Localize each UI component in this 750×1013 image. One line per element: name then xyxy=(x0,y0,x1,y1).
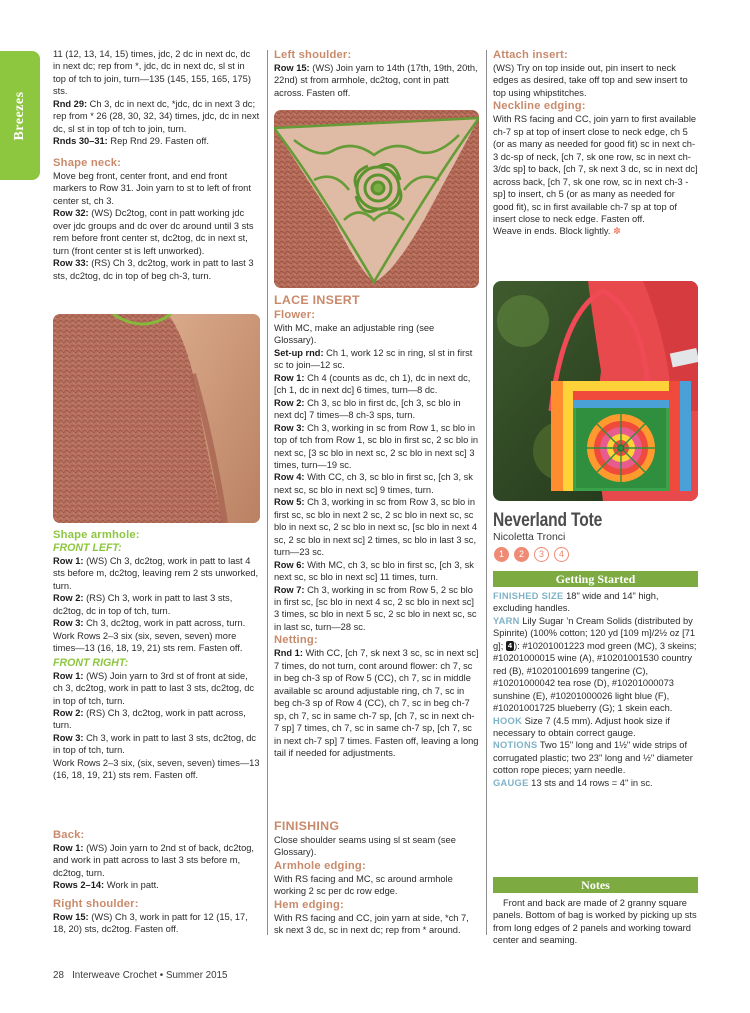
instruction-lead: Row 15: xyxy=(53,912,89,922)
footer-bullet: • xyxy=(159,970,164,981)
shape-armhole-section xyxy=(53,528,260,782)
instruction-paragraph xyxy=(53,879,260,891)
back-section xyxy=(53,828,260,892)
instruction-lead: Row 6: xyxy=(274,559,305,570)
designer-name: Nicoletta Tronci xyxy=(493,531,566,543)
instruction-text: Ch 1, work 12 sc in ring, sl st in first sc to join—12 sc. xyxy=(274,347,473,371)
netting-heading: Netting: xyxy=(274,634,318,647)
instruction-paragraph xyxy=(274,647,479,759)
neckline-edging-text: With RS facing and CC, join yarn to first available ch-7 sp at top of insert close to neck edge, ch 5 (or as many as needed for good fit) sc in next ch-3 dc-sp of neck, [ch 7, sk one row, sc in next ch-3/dc sp] to back, [ch 7, sk next 3 dc, sc in next dc] across back, [ch 7, sk one row, sc in next ch-3 -sp] to insert, ch 5 (or as many as needed for good fit), sc in first available ch-7 sp at top of insert close to neck edge. Fasten off. xyxy=(493,114,698,224)
instruction-text: 11 (12, 13, 14, 15) times, jdc, 2 dc in next dc, dc in next dc; rep from *, jdc, dc in next dc, sl st in top of tch to join, turn—135 (145, 155, 165, 175) sts. xyxy=(53,49,251,97)
spec-text: 18" wide and 14" high, excluding handles. xyxy=(493,591,659,614)
instruction-text: Ch 3, working in sc from Row 1, sc blo in top of tch from Row 1, sc blo in first sc, 2 sc blo in next sc, [3 sc blo in next sc, 2 sc blo in next sc] 3 times, turn—19 sc. xyxy=(274,422,479,470)
instruction-paragraph xyxy=(53,135,260,147)
instruction-text: Ch 3, dc2tog, work in patt across, turn. xyxy=(83,618,246,629)
instruction-text: (RS) Ch 3, dc2tog, work in patt to last 3 sts, dc2tog, dc in top of beg ch-3, turn. xyxy=(53,258,254,281)
instruction-lead: Row 1: xyxy=(53,843,84,853)
tote-bag-image xyxy=(493,281,698,501)
instruction-paragraph xyxy=(53,842,260,879)
instruction-lead: Row 4: xyxy=(274,472,305,483)
instruction-text: With CC, ch 3, sc blo in first sc, [ch 3, sk next sc, sc blo in next sc] 9 times, turn. xyxy=(274,472,473,495)
instruction-paragraph xyxy=(53,48,260,98)
para-list xyxy=(274,62,479,99)
instruction-text: Ch 3, working in sc from Row 3, sc blo in first sc, sc blo in next 2 sc, 2 sc blo in next sc, sc blo in next sc, 2 sc blo in next sc, [sc blo in next 4 sc, 2 sc blo in next sc] 2 times, sc blo in last 3 sc, turn—23 sc. xyxy=(274,497,478,558)
instruction-text: Ch 3, working in sc from Row 5, 2 sc blo in first sc, [sc blo in next 4 sc, 2 sc blo in next sc] 3 times, sc blo in next 5 sc, 2 sc blo in next sc, sc in last sc, turn—28 sc. xyxy=(274,584,477,632)
spec-keyword: GAUGE xyxy=(493,777,529,788)
para-list xyxy=(53,170,260,282)
column-1 xyxy=(53,48,260,948)
para-list xyxy=(53,911,260,936)
instruction-paragraph xyxy=(274,584,479,634)
para-list xyxy=(53,555,260,655)
instruction-paragraph xyxy=(53,207,260,257)
spec-item xyxy=(493,715,698,740)
instruction-paragraph xyxy=(53,757,260,782)
lace-insert-image xyxy=(274,110,479,288)
armhole-edging-heading: Armhole edging: xyxy=(274,859,366,872)
flower-heading: Flower: xyxy=(274,309,316,321)
finishing-section xyxy=(274,819,479,937)
instruction-lead: Row 2: xyxy=(53,593,84,604)
instruction-text: (WS) Join yarn to 14th (17th, 19th, 20th, 22nd) st from armhole, dc2tog, cont in patt across. Fasten off. xyxy=(274,63,478,98)
spec-item xyxy=(493,739,698,776)
instruction-text: With CC, [ch 7, sk next 3 sc, sc in next sc] 7 times, do not turn, cont around flower: ch 7, sc in beg ch-3 sp of Row 5 (CC), ch 7, sc in middle available sc around adjustable ring, ch 7, sc in beg ch-3 sp of Row 4 (CC), ch 7, sc in beg ch-7 sp, ch 7, sc in same ch-7 sp, [ch 7, sc in next ch-7 sp] 7 times, ch 7, sc in same ch-7 sp, [ch 7, sc in next ch-7 sp] 7 times. Fasten off, leaving a long tail if needed for adjustments. xyxy=(274,648,479,758)
attach-insert-heading: Attach insert: xyxy=(493,49,568,61)
instruction-lead: Row 2: xyxy=(53,707,84,718)
instruction-paragraph xyxy=(274,422,479,472)
spec-text: Lily Sugar ’n Cream Solids (distributed by Spinrite) (100% cotton; 120 yd [109 m]/2½ oz [71 g]; xyxy=(493,615,696,651)
spec-text: Two 15" long and 1½" wide strips of corrugated plastic; two 23" long and ½" diameter cotton rope pieces; yarn needle. xyxy=(493,740,693,776)
instruction-lead: Rnd 1: xyxy=(274,648,303,659)
front-left-heading: FRONT LEFT: xyxy=(53,542,122,554)
attach-insert-section xyxy=(493,48,698,238)
spec-text: Size 7 (4.5 mm). Adjust hook size if necessary to obtain correct gauge. xyxy=(493,715,670,738)
instruction-lead: Rnds 30–31: xyxy=(53,136,108,147)
instruction-paragraph xyxy=(53,617,260,629)
finishing-text: Close shoulder seams using sl st seam (see Glossary). xyxy=(274,835,456,858)
right-shoulder-heading: Right shoulder: xyxy=(53,898,139,910)
skill-level-1: 1 xyxy=(494,547,509,562)
instruction-lead: Row 1: xyxy=(274,372,305,383)
front-right-heading: FRONT RIGHT: xyxy=(53,656,129,669)
lace-insert-heading: LACE INSERT xyxy=(274,293,360,307)
notes-band: Notes xyxy=(493,877,698,893)
column-2 xyxy=(274,48,479,948)
spec-list xyxy=(493,590,698,789)
spec-keyword: NOTIONS xyxy=(493,740,538,751)
instruction-lead: Row 3: xyxy=(53,732,84,743)
column-divider xyxy=(267,50,268,935)
getting-started-band: Getting Started xyxy=(493,571,698,587)
instruction-text: (WS) Ch 3, dc2tog, work in patt to last 4 sts before m, dc2tog, leaving rem 2 sts unworked, turn. xyxy=(53,556,259,591)
spec-keyword: YARN xyxy=(493,615,520,626)
page-footer xyxy=(53,970,227,981)
instruction-paragraph xyxy=(274,496,479,558)
continued-instructions xyxy=(53,48,260,148)
notes-section xyxy=(493,897,698,947)
instruction-paragraph xyxy=(53,911,260,936)
instruction-text: With MC, ch 3, sc blo in first sc, [ch 3, sk next sc, sc blo in next sc] 11 times, turn. xyxy=(274,559,474,583)
shape-armhole-heading: Shape armhole: xyxy=(53,529,140,541)
tote-photo xyxy=(493,281,698,501)
spec-item xyxy=(493,590,698,615)
instruction-text: With MC, make an adjustable ring (see Glossary). xyxy=(274,323,435,346)
skill-level-indicator xyxy=(494,547,569,562)
issue-date: Summer 2015 xyxy=(165,970,228,981)
instruction-lead: Rows 2–14: xyxy=(53,880,105,891)
instruction-paragraph xyxy=(53,707,260,732)
specs-list xyxy=(493,590,698,789)
skill-level-3: 3 xyxy=(534,547,549,562)
para-list xyxy=(274,322,479,633)
crochet-top-armhole-image xyxy=(53,314,260,523)
instruction-paragraph xyxy=(53,670,260,707)
right-shoulder-section xyxy=(53,897,260,936)
instruction-text: Work Rows 2–3 six, (six, seven, seven) times—13 (16, 18, 19, 21) sts rem. Fasten off. xyxy=(53,757,260,781)
instruction-paragraph xyxy=(274,62,479,99)
instruction-text: (WS) Dc2tog, cont in patt working jdc over jdc groups and dc over dc around until 3 sts rem before front center st, dc2tog, dc in next st, turn (front center st is left unworked). xyxy=(53,208,254,256)
para-list xyxy=(53,48,260,148)
finishing-heading: FINISHING xyxy=(274,819,340,833)
instruction-lead: Row 7: xyxy=(274,584,305,595)
instruction-paragraph xyxy=(53,630,260,655)
para-list xyxy=(274,647,479,759)
instruction-text: Ch 3, sc blo in first dc, [ch 3, sc blo in next dc] 7 times—8 ch-3 sps, turn. xyxy=(274,397,461,421)
left-shoulder-heading: Left shoulder: xyxy=(274,49,352,61)
page-number: 28 xyxy=(53,970,64,981)
instruction-paragraph xyxy=(274,347,479,372)
instruction-lead: Row 2: xyxy=(274,397,305,408)
instruction-lead: Set-up rnd: xyxy=(274,347,324,358)
instruction-text: (WS) Join yarn to 3rd st of front at side, ch 3, dc2tog, work in patt to last 3 sts, dc2tog, dc in top of tch, turn. xyxy=(53,670,255,706)
spec-text: 13 sts and 14 rows = 4" in sc. xyxy=(528,777,653,788)
instruction-paragraph xyxy=(53,170,260,207)
hem-edging-text: With RS facing and CC, join yarn at side, *ch 7, sk next 3 dc, sc in next dc; rep from * around. xyxy=(274,912,469,936)
para-list xyxy=(53,842,260,892)
instruction-paragraph xyxy=(274,322,479,347)
instruction-text: Work Rows 2–3 six (six, seven, seven) more times—13 (16, 18, 19, 21) sts rem. Fasten off. xyxy=(53,630,243,654)
notes-text: Front and back are made of 2 granny square panels. Bottom of bag is worked by picking up sts from long edges of 2 panels and working toward center and seaming. xyxy=(493,898,697,946)
spec-keyword: FINISHED SIZE xyxy=(493,591,564,601)
instruction-text: (WS) Join yarn to 2nd st of back, dc2tog, and work in patt across to last 3 sts before m, dc2tog, turn. xyxy=(53,843,255,878)
left-shoulder-section xyxy=(274,48,479,99)
lace-insert-section xyxy=(274,293,479,759)
section-tab xyxy=(0,51,40,180)
column-divider xyxy=(486,50,487,935)
instruction-paragraph xyxy=(274,559,479,584)
yarn-weight-badge: 4 xyxy=(507,640,513,650)
instruction-lead: Row 1: xyxy=(53,556,84,566)
instruction-lead: Row 15: xyxy=(274,63,310,73)
end-mark-icon: ✽ xyxy=(613,226,621,237)
closing-text xyxy=(493,225,698,237)
instruction-text: Move beg front, center front, and end front markers to Row 31. Join yarn to st to left of front center st, ch 3. xyxy=(53,171,251,206)
back-heading: Back: xyxy=(53,829,85,841)
spec-keyword: HOOK xyxy=(493,715,523,726)
instruction-text: (RS) Ch 3, dc2tog, work in patt across, turn. xyxy=(53,707,246,731)
instruction-paragraph xyxy=(53,592,260,617)
instruction-paragraph xyxy=(53,732,260,757)
para-list xyxy=(53,670,260,782)
instruction-lead: Row 5: xyxy=(274,497,305,508)
instruction-lead: Row 32: xyxy=(53,208,89,219)
spec-item xyxy=(493,615,698,715)
instruction-paragraph xyxy=(53,98,260,135)
instruction-text: Ch 3, dc in next dc, *jdc, dc in next 3 dc; rep from * 26 (28, 30, 32, 34) times, jdc, dc in next dc, sl st in top of tch to join, turn. xyxy=(53,98,260,134)
top-closeup-photo xyxy=(53,314,260,523)
section-tab-label: Breezes xyxy=(12,90,27,141)
spec-item xyxy=(493,777,698,789)
shape-neck-section xyxy=(53,156,260,282)
instruction-lead: Row 33: xyxy=(53,258,89,269)
instruction-paragraph xyxy=(274,397,479,422)
instruction-text: (WS) Ch 3, work in patt for 12 (15, 17, 18, 20) sts, dc2tog. Fasten off. xyxy=(53,912,248,935)
hem-edging-heading: Hem edging: xyxy=(274,898,344,911)
neckline-edging-heading: Neckline edging: xyxy=(493,100,586,113)
instruction-paragraph xyxy=(274,372,479,397)
shape-neck-heading: Shape neck: xyxy=(53,157,122,169)
skill-level-4: 4 xyxy=(554,547,569,562)
attach-insert-text: (WS) Try on top inside out, pin insert to neck edges as desired, take off top and sew insert to top using whipstitches. xyxy=(493,63,688,98)
instruction-lead: Row 3: xyxy=(274,422,305,433)
instruction-paragraph xyxy=(53,257,260,282)
closing-sentence: Weave in ends. Block lightly. xyxy=(493,226,611,237)
instruction-lead: Rnd 29: xyxy=(53,98,88,109)
instruction-text: Rep Rnd 29. Fasten off. xyxy=(107,136,209,147)
project-title: Neverland Tote xyxy=(493,510,603,531)
instruction-text: (RS) Ch 3, work in patt to last 3 sts, dc2tog, dc in top of tch, turn. xyxy=(53,593,233,616)
instruction-lead: Row 1: xyxy=(53,670,84,681)
magazine-name: Interweave Crochet xyxy=(72,970,158,981)
instruction-lead: Row 3: xyxy=(53,618,84,629)
lace-insert-photo xyxy=(274,110,479,288)
skill-level-2: 2 xyxy=(514,547,529,562)
instruction-text: Work in patt. xyxy=(104,880,159,891)
instruction-paragraph xyxy=(53,555,260,592)
spec-text: ): #10201001223 mod green (MC), 3 skeins; #10201000015 wine (A), #10201001530 country red (B), #10201001699 tangerine (C), #10201000042 tea rose (D), #10201000073 sunshine (E), #10201000026 light blue (F), #10201001725 blueberry (G); 1 skein each. xyxy=(493,640,697,714)
instruction-paragraph xyxy=(274,471,479,496)
instruction-text: Ch 3, work in patt to last 3 sts, dc2tog, dc in top of tch, turn. xyxy=(53,732,257,756)
instruction-text: Ch 4 (counts as dc, ch 1), dc in next dc, [ch 1, dc in next dc] 6 times, turn—8 dc. xyxy=(274,372,471,396)
armhole-edging-text: With RS facing and MC, sc around armhole working 2 sc per dc row edge. xyxy=(274,873,453,897)
